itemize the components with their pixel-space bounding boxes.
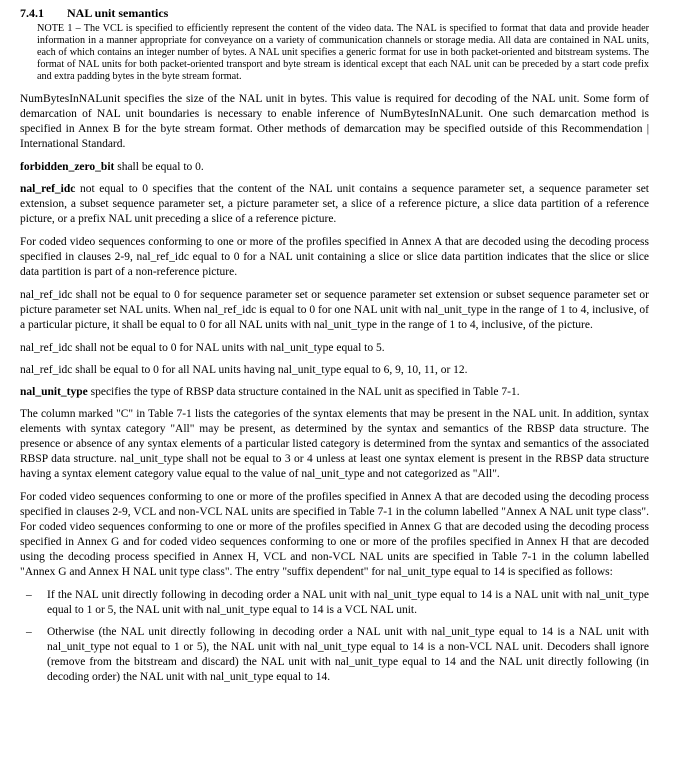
section-heading: [20, 6, 649, 22]
list-item: [20, 588, 649, 618]
note-1: NOTE 1 – The VCL is specified to efficiently represent the content of the video data. The NAL is specified to format that data and provide header information in a manner appropriate for conveyance on a variety of communication channels or storage media. All data are contained in NAL units, each of which contains an integer number of bytes. A NAL unit specifies a generic format for use in both packet-oriented and bitstream systems. The format of NAL units for both packet-oriented transport and byte stream is identical except that each NAL unit can be preceded by a start code prefix and extra padding bytes in the byte stream format.: [37, 23, 649, 82]
term-forbidden-zero-bit: forbidden_zero_bit: [20, 161, 115, 173]
paragraph-nal-ref-idc-type5: nal_ref_idc shall not be equal to 0 for NAL units with nal_unit_type equal to 5.: [20, 342, 385, 354]
paragraph-coded-sequences-annex-a: For coded video sequences conforming to one or more of the profiles specified in Annex A that are decoded using the decoding process specified in clauses 2-9, nal_ref_idc equal to 0 for a NAL unit containing a slice or slice data partition indicates that the slice or slice data partition is part of a non-reference picture.: [20, 236, 649, 278]
paragraph-numbytes: NumBytesInNALunit specifies the size of the NAL unit in bytes. This value is required for decoding of the NAL unit. Some form of demarcation of NAL unit boundaries is necessary to enable inference of NumBytesInNALunit. One such demarcation method is specified in Annex B for the byte stream format. Other methods of demarcation may be specified outside of this Recommendation | International Standard.: [20, 93, 649, 150]
list-item-text: If the NAL unit directly following in decoding order a NAL unit with nal_unit_type equal to 14 is a NAL unit with nal_unit_type equal to 1 or 5, the NAL unit with nal_unit_type equal to 14 is a VCL NAL unit.: [47, 589, 649, 616]
paragraph-forbidden-zero-bit: [20, 160, 649, 175]
section-title: NAL unit semantics: [67, 6, 169, 20]
dash-bullet: –: [26, 589, 32, 601]
nal-unit-type-text: specifies the type of RBSP data structure contained in the NAL unit as specified in Table 7-1.: [87, 386, 520, 398]
paragraph-nal-ref-idc: [20, 182, 649, 227]
paragraph-vcl-non-vcl-classes: For coded video sequences conforming to one or more of the profiles specified in Annex A that are decoded using the decoding process specified in clauses 2-9, VCL and non-VCL NAL units are specified in Table 7-1 in the column labelled "Annex A NAL unit type class". For coded video sequences conforming to one or more of the profiles specified in Annex G that are decoded using the decoding process specified in Annex G and for coded video sequences conforming to one or more of the profiles specified in Annex H that are decoded using the decoding process specified in Annex H, VCL and non-VCL NAL units are specified in Table 7-1 in the column labelled "Annex G and Annex H NAL unit type class". The entry "suffix dependent" for nal_unit_type equal to 14 is specified as follows:: [20, 491, 649, 578]
term-nal-ref-idc: nal_ref_idc: [20, 183, 76, 195]
paragraph-nal-unit-type: [20, 385, 649, 400]
paragraph-nal-ref-idc-type6: nal_ref_idc shall be equal to 0 for all NAL units having nal_unit_type equal to 6, 9, 10, 11, or 12.: [20, 364, 468, 376]
nal-ref-idc-text: not equal to 0 specifies that the content of the NAL unit contains a sequence parameter set, a sequence parameter set extension, a subset sequence parameter set, a picture parameter set, a slice of a reference picture, a slice data partition of a reference picture, or a prefix NAL unit preceding a slice of a reference picture.: [20, 183, 649, 225]
paragraph-nal-ref-idc-parameter-sets: nal_ref_idc shall not be equal to 0 for sequence parameter set or sequence parameter set extension or subset sequence parameter set or picture parameter set NAL units. When nal_ref_idc is equal to 0 for one NAL unit with nal_unit_type in the range of 1 to 4, inclusive, of a particular picture, it shall be equal to 0 for all NAL units with nal_unit_type in the range of 1 to 4, inclusive, of the picture.: [20, 289, 649, 331]
list-item-text: Otherwise (the NAL unit directly following in decoding order a NAL unit with nal_unit_type equal to 14 is a NAL unit with nal_unit_type not equal to 1 or 5), the NAL unit with nal_unit_type equal to 14 is a non-VCL NAL unit. Decoders shall ignore (remove from the bitstream and discard) the NAL unit with nal_unit_type equal to 14 and the NAL unit directly following (in decoding order) the NAL unit with nal_unit_type equal to 14.: [47, 626, 649, 683]
paragraph-column-c: The column marked "C" in Table 7-1 lists the categories of the syntax elements that may be present in the NAL unit. In addition, syntax elements with syntax category "All" may be present, as determined by the syntax and semantics of the RBSP data structure. The presence or absence of any syntax elements of a particular listed category is determined from the syntax and semantics of the associated RBSP data structure. nal_unit_type shall not be equal to 3 or 4 unless at least one syntax element is present in the RBSP data structure having a syntax element category value equal to the value of nal_unit_type and not categorized as "All".: [20, 408, 649, 480]
list-item: [20, 625, 649, 685]
term-nal-unit-type: nal_unit_type: [20, 386, 88, 398]
section-number: 7.4.1: [20, 6, 44, 20]
dash-bullet: –: [26, 626, 32, 638]
forbidden-zero-bit-text: shall be equal to 0.: [114, 161, 204, 173]
